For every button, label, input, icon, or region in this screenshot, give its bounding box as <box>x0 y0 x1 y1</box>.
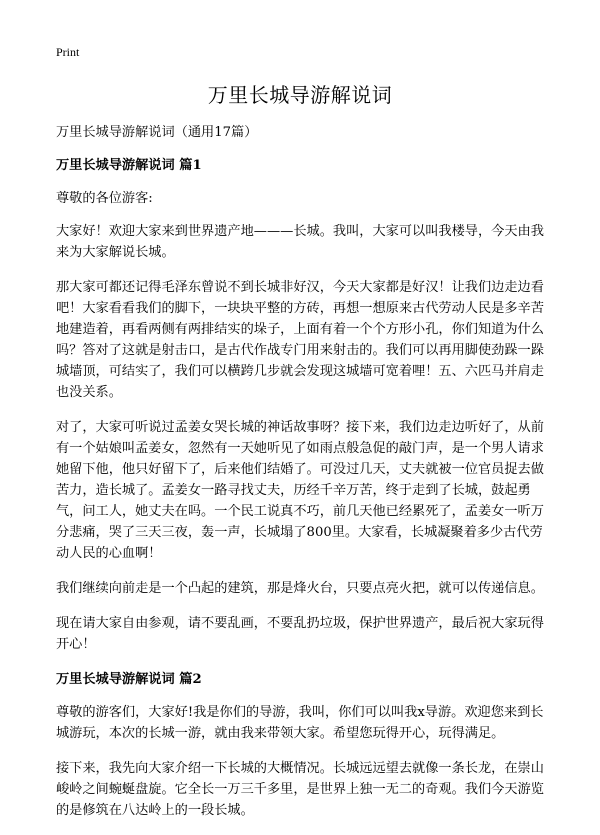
section-1-greeting: 尊敬的各位游客: <box>56 191 153 206</box>
section-1-heading: 万里长城导游解说词 篇1 <box>56 158 202 173</box>
section-1-paragraph: 大家好！欢迎大家来到世界遗产地———长城。我叫，大家可以叫我楼导，今天由我来为大家解说长城。 <box>56 224 544 260</box>
section-1-paragraph: 对了，大家可听说过孟姜女哭长城的神话故事呀？接下来，我们边走边听好了，从前有一个姑娘叫孟姜女，忽然有一天她听见了如雨点般急促的敲门声，是一个男人请求她留下他，他只好留下了，后来他们结婚了。可没过几天，丈夫就被一位官员捉去做苦力，造长城了。孟姜女一路寻找丈夫，历经千辛万苦，终于走到了长城，鼓起勇气，问工人，她丈夫在吗。一个民工说真不巧，前几天他已经累死了，孟姜女一听万分悲痛，哭了三天三夜，轰一声，长城塌了800里。大家看，长城凝聚着多少古代劳动人民的心血啊！ <box>56 420 544 561</box>
document-body <box>56 122 548 835</box>
print-link[interactable]: Print <box>56 45 80 59</box>
document-title: 万里长城导游解说词 <box>207 83 393 107</box>
section-2-heading: 万里长城导游解说词 篇2 <box>56 672 202 687</box>
section-2-paragraph: 接下来，我先向大家介绍一下长城的大概情况。长城远远望去就像一条长龙，在崇山峻岭之间蜿蜒盘旋。它全长一万三千多里，是世界上独一无二的奇观。我们今天游览的是修筑在八达岭上的一段长城。 <box>56 761 544 818</box>
document-subtitle: 万里长城导游解说词（通用17篇） <box>56 125 258 140</box>
section-1-paragraph: 那大家可都还记得毛泽东曾说不到长城非好汉，今天大家都是好汉！让我们边走边看吧！大家看看我们的脚下，一块块平整的方砖，再想一想原来古代劳动人民是多辛苦地建造着，再看两侧有两排结实的垛子，上面有着一个个方形小孔，你们知道为什么吗？答对了这就是射击口，是古代作战专门用来射击的。我们可以再用脚使劲跺一跺城墙顶，可结实了，我们可以横跨几步就会发现这城墙可宽着哩！五、六匹马并肩走也没关系。 <box>56 280 544 400</box>
section-2-paragraph: 尊敬的游客们，大家好!我是你们的导游，我叫，你们可以叫我x导游。欢迎您来到长城游玩，本次的长城一游，就由我来带领大家。希望您玩得开心，玩得满足。 <box>56 705 544 741</box>
section-1-paragraph: 现在请大家自由参观，请不要乱画，不要乱扔垃圾，保护世界遗产，最后祝大家玩得开心！ <box>56 616 544 652</box>
section-1-paragraph: 我们继续向前走是一个凸起的建筑，那是烽火台，只要点亮火把，就可以传递信息。 <box>56 581 544 596</box>
